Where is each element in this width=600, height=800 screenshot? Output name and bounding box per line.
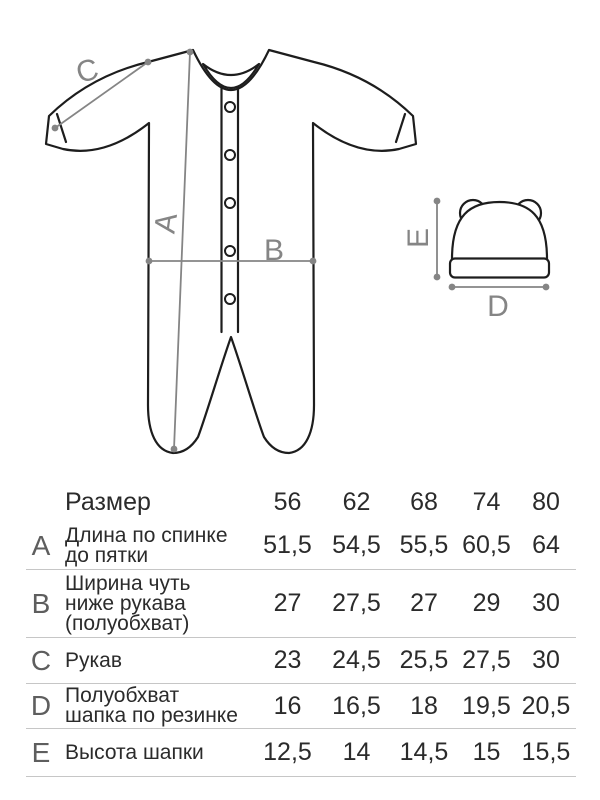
measure-dot <box>449 284 456 291</box>
size-value: 54,5 <box>322 522 391 570</box>
measure-label-b: B <box>263 233 285 267</box>
row-label <box>56 570 253 638</box>
row-label <box>56 684 253 729</box>
header-letter-spacer <box>26 482 56 522</box>
size-value: 27 <box>391 570 457 638</box>
row-label-line: Рукав <box>65 648 122 672</box>
measure-label-a: A <box>148 210 185 236</box>
size-column-header: 74 <box>472 487 501 516</box>
row-label <box>56 638 253 684</box>
size-value: 14,5 <box>391 729 457 777</box>
row-letter: E <box>26 729 56 777</box>
size-value: 25,5 <box>391 638 457 684</box>
row-label <box>56 729 253 777</box>
row-letter: D <box>26 684 56 729</box>
measure-label-d: D <box>487 289 509 323</box>
size-value: 18 <box>391 684 457 729</box>
row-letter: A <box>26 522 56 570</box>
measure-dot <box>187 49 194 56</box>
row-label-line: (полуобхват) <box>65 611 190 635</box>
measure-label-e: E <box>401 227 435 249</box>
size-column-header: 56 <box>273 487 302 516</box>
size-value: 51,5 <box>253 522 322 570</box>
row-label-line: ниже рукава <box>65 591 186 615</box>
size-value: 16,5 <box>322 684 391 729</box>
size-column-header: 62 <box>342 487 371 516</box>
table-title: Размер <box>65 488 151 516</box>
size-value: 16 <box>253 684 322 729</box>
measure-dot <box>543 284 550 291</box>
row-label-line: шапка по резинке <box>65 704 238 727</box>
row-label-line: до пятки <box>65 543 149 567</box>
size-column-header: 80 <box>532 487 560 516</box>
size-value: 20,5 <box>516 684 576 729</box>
size-value: 15,5 <box>516 729 576 777</box>
size-value: 19,5 <box>457 684 516 729</box>
row-letter: C <box>26 638 56 684</box>
size-value: 24,5 <box>322 638 391 684</box>
size-value: 60,5 <box>457 522 516 570</box>
size-value: 27 <box>253 570 322 638</box>
measure-label-c: C <box>72 52 103 90</box>
size-value: 55,5 <box>391 522 457 570</box>
size-value: 29 <box>457 570 516 638</box>
size-value: 30 <box>516 570 576 638</box>
size-value: 64 <box>516 522 576 570</box>
snap-button <box>225 198 235 208</box>
size-value: 15 <box>457 729 516 777</box>
size-value: 27,5 <box>322 570 391 638</box>
size-value: 12,5 <box>253 729 322 777</box>
row-label-line: Длина по спинке <box>65 523 228 547</box>
row-label-line: Высота шапки <box>65 740 204 764</box>
measure-dot <box>310 258 317 265</box>
measure-dot <box>434 274 441 281</box>
row-label <box>56 522 253 570</box>
size-value: 27,5 <box>457 638 516 684</box>
row-letter: B <box>26 570 56 638</box>
measure-dot <box>434 198 441 205</box>
size-value: 30 <box>516 638 576 684</box>
row-label-line: Ширина чуть <box>65 571 191 595</box>
size-column-header: 68 <box>410 487 438 516</box>
snap-button <box>225 294 235 304</box>
measure-dot <box>171 446 178 453</box>
row-label-line: Полуобхват <box>65 684 180 707</box>
snap-button <box>225 246 235 256</box>
snap-button <box>225 150 235 160</box>
size-value: 23 <box>253 638 322 684</box>
size-value: 14 <box>322 729 391 777</box>
measure-dot <box>145 59 152 66</box>
measure-dot <box>52 125 59 132</box>
measure-dot <box>146 258 153 265</box>
size-table <box>26 482 576 777</box>
snap-button <box>225 102 235 112</box>
hat-brim <box>450 259 549 278</box>
